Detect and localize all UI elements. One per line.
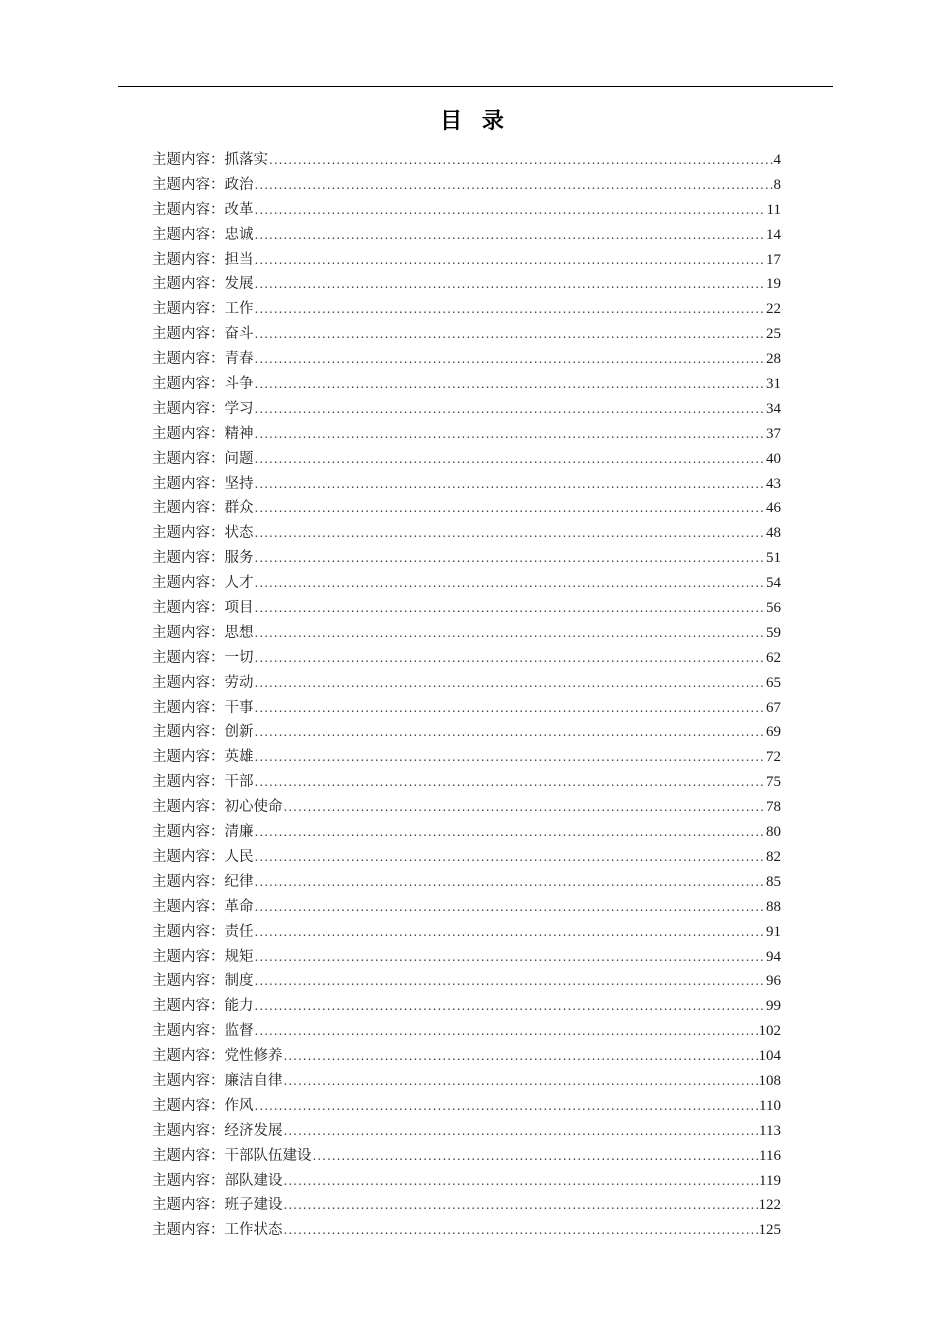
toc-entry[interactable] [152, 646, 781, 671]
toc-entry-label: 主题内容：制度 [152, 973, 254, 990]
toc-dot-leader [255, 596, 766, 621]
toc-entry[interactable] [152, 372, 781, 397]
toc-dot-leader [255, 223, 766, 248]
toc-title: 目 录 [440, 108, 510, 134]
toc-entry[interactable] [152, 671, 781, 696]
toc-dot-leader [255, 845, 766, 870]
toc-dot-leader [255, 646, 766, 671]
toc-entry-label: 主题内容：一切 [152, 649, 254, 666]
toc-entry-label: 主题内容：项目 [152, 600, 254, 617]
toc-entry[interactable] [152, 870, 781, 895]
toc-entry[interactable] [152, 745, 781, 770]
toc-entry-label: 主题内容：创新 [152, 724, 254, 741]
toc-entry-label: 主题内容：担当 [152, 251, 254, 268]
toc-entry-label: 主题内容：责任 [152, 923, 254, 940]
toc-dot-leader [255, 571, 766, 596]
toc-entry-label: 主题内容：干事 [152, 699, 254, 716]
toc-dot-leader [255, 447, 766, 472]
toc-entry-page-number: 48 [766, 525, 781, 542]
toc-dot-leader [255, 745, 766, 770]
toc-entry-label: 主题内容：改革 [152, 201, 254, 218]
toc-entry[interactable] [152, 596, 781, 621]
toc-dot-leader [255, 198, 766, 223]
toc-entry-page-number: 11 [766, 201, 781, 218]
toc-dot-leader [255, 945, 766, 970]
toc-entry-page-number: 56 [766, 600, 781, 617]
toc-entry-page-number: 102 [758, 1023, 781, 1040]
toc-entry[interactable] [152, 521, 781, 546]
toc-entry-label: 主题内容：清廉 [152, 824, 254, 841]
toc-entry[interactable] [152, 1218, 781, 1243]
toc-entry[interactable] [152, 571, 781, 596]
toc-entry-label: 主题内容：群众 [152, 500, 254, 517]
toc-entry-page-number: 69 [766, 724, 781, 741]
toc-dot-leader [255, 521, 766, 546]
toc-entry[interactable] [152, 546, 781, 571]
toc-entry-page-number: 85 [766, 873, 781, 890]
toc-entry[interactable] [152, 447, 781, 472]
toc-entry-label: 主题内容：经济发展 [152, 1122, 283, 1139]
toc-entry-page-number: 59 [766, 624, 781, 641]
toc-entry[interactable] [152, 422, 781, 447]
toc-entry[interactable] [152, 223, 781, 248]
toc-entry[interactable] [152, 173, 781, 198]
toc-dot-leader [255, 870, 766, 895]
toc-entry-page-number: 122 [758, 1197, 781, 1214]
toc-entry-label: 主题内容：政治 [152, 176, 254, 193]
toc-entry[interactable] [152, 770, 781, 795]
toc-entry-label: 主题内容：学习 [152, 400, 254, 417]
toc-entry[interactable] [152, 148, 781, 173]
toc-entry-page-number: 28 [766, 351, 781, 368]
toc-entry[interactable] [152, 472, 781, 497]
toc-entry-page-number: 62 [766, 649, 781, 666]
toc-entry-page-number: 4 [773, 152, 781, 168]
toc-entry-page-number: 67 [766, 699, 781, 716]
toc-entry[interactable] [152, 1069, 781, 1094]
toc-entry[interactable] [152, 795, 781, 820]
toc-dot-leader [255, 621, 766, 646]
toc-dot-leader [255, 720, 766, 745]
toc-entry-page-number: 14 [766, 226, 781, 243]
toc-dot-leader [255, 297, 766, 322]
toc-entry-page-number: 40 [766, 450, 781, 467]
toc-entry-label: 主题内容：初心使命 [152, 799, 283, 816]
toc-entry[interactable] [152, 720, 781, 745]
toc-entry-page-number: 19 [766, 276, 781, 293]
toc-entry-label: 主题内容：问题 [152, 450, 254, 467]
toc-dot-leader [255, 1019, 758, 1044]
toc-entry-page-number: 108 [758, 1072, 781, 1089]
toc-entry-label: 主题内容：革命 [152, 898, 254, 915]
toc-entry-page-number: 65 [766, 674, 781, 691]
toc-entry[interactable] [152, 820, 781, 845]
toc-entry-page-number: 31 [766, 376, 781, 393]
toc-dot-leader [255, 895, 766, 920]
toc-entry-label: 主题内容：状态 [152, 525, 254, 542]
toc-dot-leader [255, 994, 766, 1019]
toc-entry-page-number: 80 [766, 824, 781, 841]
toc-dot-leader [255, 496, 766, 521]
header-rule [118, 86, 833, 87]
toc-dot-leader [269, 148, 773, 173]
toc-entry-page-number: 94 [766, 948, 781, 965]
toc-dot-leader [284, 795, 766, 820]
toc-entry-label: 主题内容：班子建设 [152, 1197, 283, 1214]
toc-list [152, 148, 781, 1243]
toc-entry[interactable] [152, 347, 781, 372]
toc-entry[interactable] [152, 496, 781, 521]
toc-entry[interactable] [152, 920, 781, 945]
toc-entry-page-number: 88 [766, 898, 781, 915]
toc-entry[interactable] [152, 1144, 781, 1169]
toc-entry-label: 主题内容：干部队伍建设 [152, 1147, 312, 1164]
toc-entry-label: 主题内容：监督 [152, 1023, 254, 1040]
toc-entry-page-number: 104 [758, 1048, 781, 1065]
toc-entry-label: 主题内容：奋斗 [152, 326, 254, 343]
toc-entry-label: 主题内容：精神 [152, 425, 254, 442]
toc-entry-label: 主题内容：忠诚 [152, 226, 254, 243]
toc-dot-leader [284, 1069, 758, 1094]
toc-entry-label: 主题内容：干部 [152, 774, 254, 791]
toc-entry-page-number: 37 [766, 425, 781, 442]
toc-dot-leader [255, 397, 766, 422]
toc-entry-label: 主题内容：坚持 [152, 475, 254, 492]
toc-entry-page-number: 8 [773, 176, 781, 193]
toc-dot-leader [284, 1169, 759, 1194]
toc-entry[interactable] [152, 945, 781, 970]
toc-entry[interactable] [152, 248, 781, 273]
toc-dot-leader [255, 322, 766, 347]
toc-dot-leader [255, 920, 766, 945]
toc-dot-leader [284, 1193, 758, 1218]
toc-entry-label: 主题内容：人民 [152, 848, 254, 865]
toc-dot-leader [284, 1044, 758, 1069]
toc-entry-page-number: 34 [766, 400, 781, 417]
toc-entry[interactable] [152, 297, 781, 322]
toc-dot-leader [284, 1218, 758, 1243]
toc-entry[interactable] [152, 1169, 781, 1194]
toc-entry-page-number: 43 [766, 475, 781, 492]
toc-entry-label: 主题内容：部队建设 [152, 1172, 283, 1189]
toc-entry[interactable] [152, 322, 781, 347]
toc-dot-leader [255, 820, 766, 845]
toc-entry-label: 主题内容：斗争 [152, 376, 254, 393]
toc-dot-leader [255, 248, 766, 273]
toc-entry-page-number: 25 [766, 326, 781, 343]
toc-entry[interactable] [152, 696, 781, 721]
toc-entry[interactable] [152, 621, 781, 646]
toc-entry-page-number: 110 [759, 1097, 781, 1114]
toc-entry-page-number: 91 [766, 923, 781, 940]
toc-entry-page-number: 54 [766, 575, 781, 592]
toc-entry-page-number: 82 [766, 848, 781, 865]
toc-dot-leader [255, 770, 766, 795]
toc-entry-page-number: 51 [766, 550, 781, 567]
toc-entry[interactable] [152, 272, 781, 297]
toc-entry-label: 主题内容：规矩 [152, 948, 254, 965]
toc-dot-leader [313, 1144, 759, 1169]
toc-entry-label: 主题内容：工作状态 [152, 1222, 283, 1239]
toc-entry-page-number: 22 [766, 301, 781, 318]
toc-dot-leader [255, 372, 766, 397]
toc-entry-page-number: 113 [759, 1122, 781, 1139]
toc-entry-page-number: 119 [759, 1172, 781, 1189]
toc-entry-label: 主题内容：服务 [152, 550, 254, 567]
toc-dot-leader [255, 472, 766, 497]
toc-entry-label: 主题内容：工作 [152, 301, 254, 318]
toc-entry-label: 主题内容：党性修养 [152, 1048, 283, 1065]
toc-dot-leader [255, 671, 766, 696]
toc-entry[interactable] [152, 969, 781, 994]
toc-entry-page-number: 99 [766, 998, 781, 1015]
toc-entry-page-number: 75 [766, 774, 781, 791]
toc-entry[interactable] [152, 1019, 781, 1044]
toc-entry[interactable] [152, 198, 781, 223]
toc-dot-leader [255, 696, 766, 721]
toc-entry-label: 主题内容：抓落实 [152, 152, 268, 168]
toc-entry-label: 主题内容：英雄 [152, 749, 254, 766]
toc-entry-page-number: 125 [758, 1222, 781, 1239]
toc-entry[interactable] [152, 845, 781, 870]
toc-entry-label: 主题内容：廉洁自律 [152, 1072, 283, 1089]
toc-entry-label: 主题内容：纪律 [152, 873, 254, 890]
toc-dot-leader [284, 1119, 759, 1144]
toc-entry-label: 主题内容：作风 [152, 1097, 254, 1114]
toc-dot-leader [255, 422, 766, 447]
toc-dot-leader [255, 1094, 759, 1119]
toc-entry[interactable] [152, 1193, 781, 1218]
toc-dot-leader [255, 347, 766, 372]
toc-dot-leader [255, 969, 766, 994]
toc-dot-leader [255, 272, 766, 297]
toc-entry-page-number: 72 [766, 749, 781, 766]
toc-entry-label: 主题内容：能力 [152, 998, 254, 1015]
toc-entry[interactable] [152, 397, 781, 422]
toc-entry[interactable] [152, 895, 781, 920]
toc-dot-leader [255, 173, 773, 198]
toc-entry-label: 主题内容：发展 [152, 276, 254, 293]
toc-entry-label: 主题内容：劳动 [152, 674, 254, 691]
toc-entry[interactable] [152, 1094, 781, 1119]
toc-dot-leader [255, 546, 766, 571]
toc-entry[interactable] [152, 1119, 781, 1144]
toc-entry-page-number: 116 [759, 1147, 781, 1164]
toc-entry[interactable] [152, 994, 781, 1019]
toc-entry-page-number: 17 [766, 251, 781, 268]
toc-entry-label: 主题内容：人才 [152, 575, 254, 592]
toc-entry-page-number: 46 [766, 500, 781, 517]
toc-entry-label: 主题内容：思想 [152, 624, 254, 641]
toc-entry-page-number: 96 [766, 973, 781, 990]
toc-entry-label: 主题内容：青春 [152, 351, 254, 368]
toc-entry-page-number: 78 [766, 799, 781, 816]
toc-entry[interactable] [152, 1044, 781, 1069]
